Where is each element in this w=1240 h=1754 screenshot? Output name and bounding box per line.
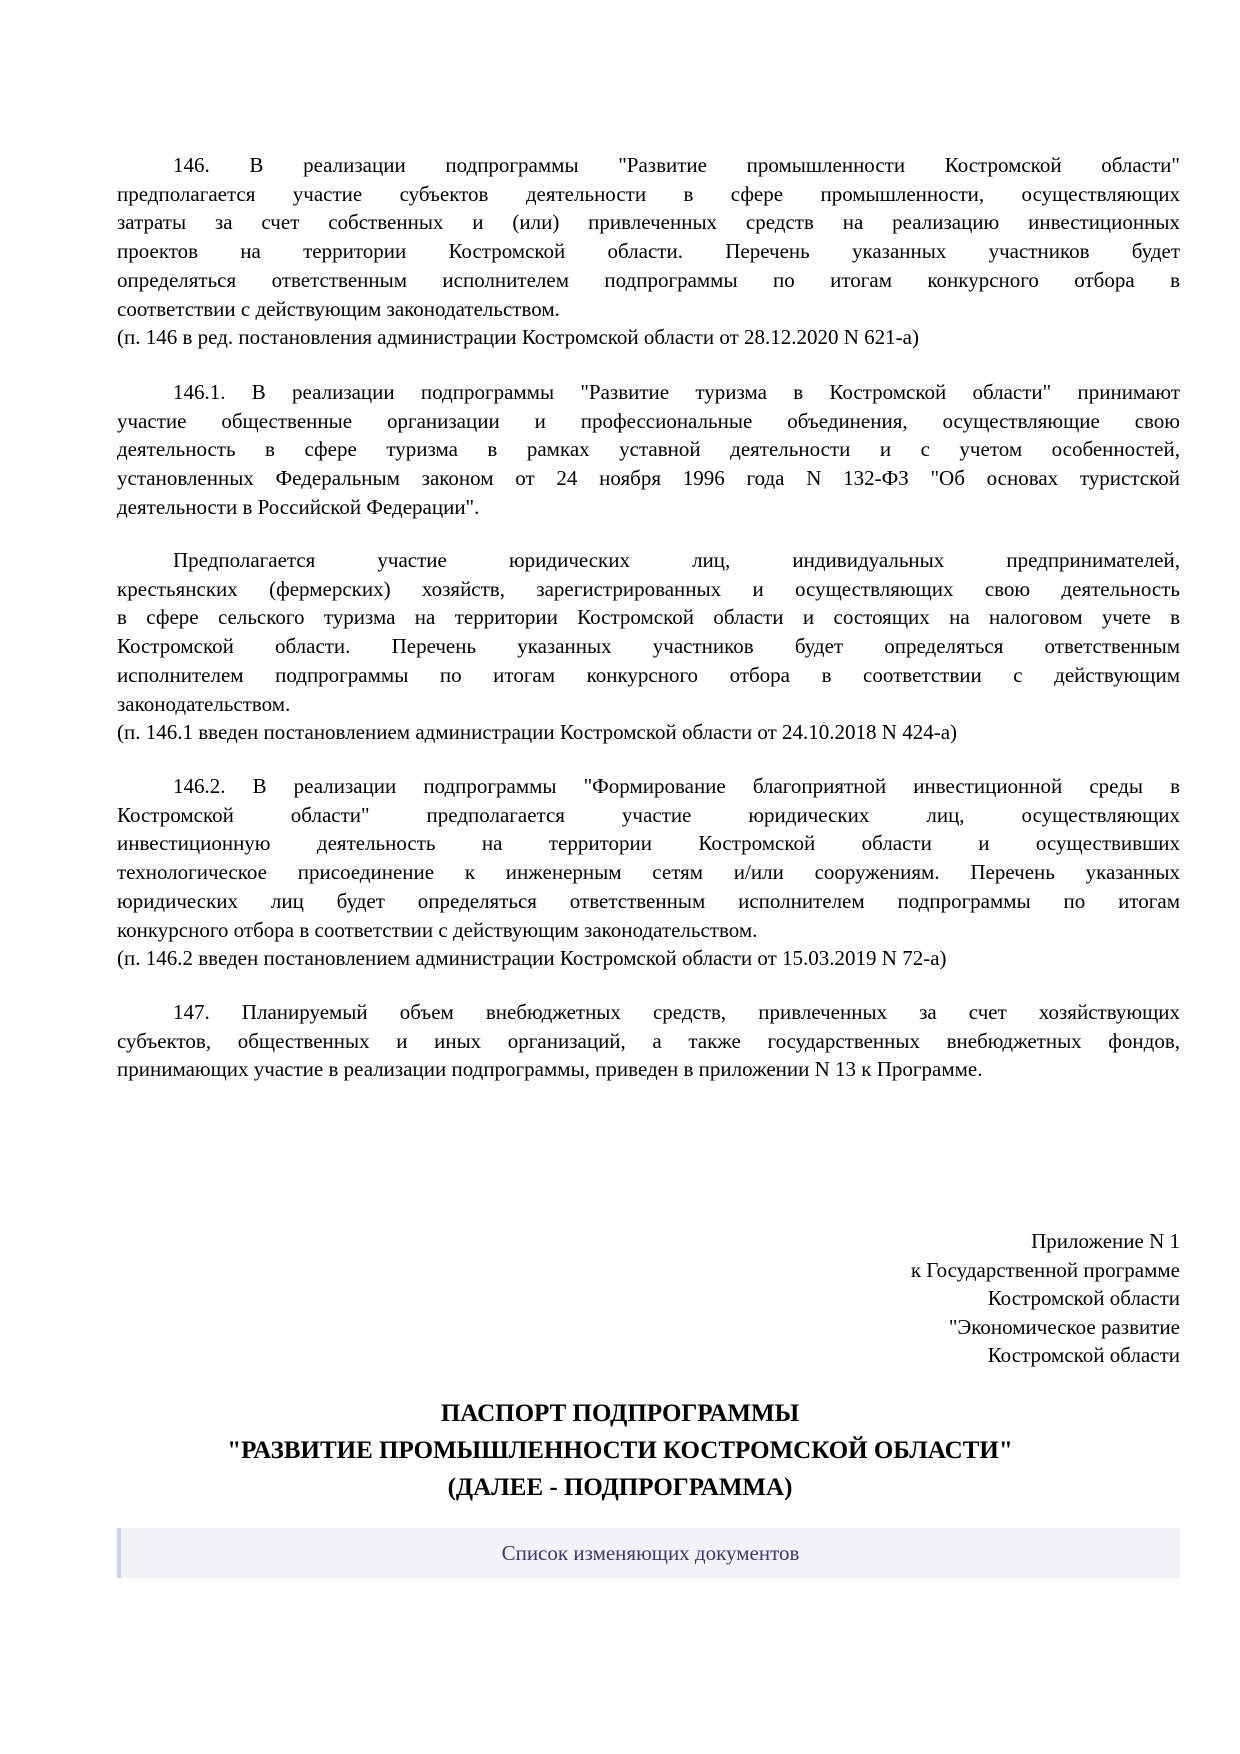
paragraph-line: технологическое присоединение к инженерным сетям и/или сооружениям. Перечень указанных (117, 860, 1180, 885)
paragraph-line: Костромской области" предполагается участие юридических лиц, осуществляющих (117, 802, 1180, 827)
paragraph-line: соответствии с действующим законодательством. (117, 296, 560, 321)
paragraph-line: принимающих участие в реализации подпрограммы, приведен в приложении N 13 к Программе. (117, 1057, 983, 1082)
paragraph-line: юридических лиц будет определяться ответственным исполнителем подпрограммы по итогам (117, 888, 1180, 913)
paragraph (117, 378, 1180, 522)
paragraph-line: определяться ответственным исполнителем подпрограммы по итогам конкурсного отбора в (117, 267, 1180, 292)
paragraph-line: Костромской области. Перечень указанных участников будет определяться ответственным (117, 634, 1180, 659)
paragraph-line: установленных Федеральным законом от 24 ноября 1996 года N 132-ФЗ "Об основах туристской (117, 466, 1180, 491)
paragraph-line: субъектов, общественных и иных организаций, а также государственных внебюджетных фондов, (117, 1028, 1180, 1053)
changing-documents-box (117, 1528, 1180, 1578)
amendment-note: (п. 146 в ред. постановления администрации Костромской области от 28.12.2020 N 621-а) (117, 325, 919, 350)
paragraph (117, 151, 1180, 352)
paragraph-line: законодательством. (117, 691, 291, 716)
title-line: "РАЗВИТИЕ ПРОМЫШЛЕННОСТИ КОСТРОМСКОЙ ОБЛАСТИ" (227, 1437, 1013, 1464)
paragraph-line: участие общественные организации и профессиональные объединения, осуществляющие свою (117, 408, 1180, 433)
paragraph (117, 772, 1180, 973)
paragraph-line: инвестиционную деятельность на территории Костромской области и осуществивших (117, 831, 1180, 856)
appendix-header (911, 1227, 1180, 1370)
appendix-line: "Экономическое развитие (948, 1314, 1180, 1339)
paragraph-line: предполагается участие субъектов деятельности в сфере промышленности, осуществляющих (117, 181, 1180, 206)
paragraph-line: деятельность в сфере туризма в рамках уставной деятельности и с учетом особенностей, (117, 437, 1180, 462)
title-line: ПАСПОРТ ПОДПРОГРАММЫ (440, 1400, 800, 1427)
appendix-line: Костромской области (987, 1343, 1180, 1367)
paragraph-line: крестьянских (фермерских) хозяйств, зарегистрированных и осуществляющих свою деятельность (117, 576, 1180, 601)
appendix-line: Костромской области (987, 1286, 1180, 1310)
amendment-note: (п. 146.1 введен постановлением администрации Костромской области от 24.10.2018 N 424-а) (117, 720, 958, 745)
appendix-line: Приложение N 1 (1031, 1229, 1180, 1253)
paragraph-line: деятельности в Российской Федерации". (117, 494, 480, 519)
paragraph (117, 998, 1180, 1084)
paragraph-line: исполнителем подпрограммы по итогам конкурсного отбора в соответствии с действующим (117, 662, 1180, 687)
paragraph-line: 146.1. В реализации подпрограммы "Развитие туризма в Костромской области" принимают (173, 380, 1180, 404)
paragraph-line: Предполагается участие юридических лиц, индивидуальных предпринимателей, (173, 548, 1180, 572)
paragraph-line: проектов на территории Костромской области. Перечень указанных участников будет (117, 239, 1180, 264)
paragraph-line: 146. В реализации подпрограммы "Развитие промышленности Костромской области" (173, 153, 1180, 177)
paragraph-line: 147. Планируемый объем внебюджетных средств, привлеченных за счет хозяйствующих (173, 1000, 1180, 1024)
paragraph-line: конкурсного отбора в соответствии с действующим законодательством. (117, 917, 758, 942)
title-line: (ДАЛЕЕ - ПОДПРОГРАММА) (447, 1474, 793, 1501)
paragraph (117, 546, 1180, 747)
paragraph-line: в сфере сельского туризма на территории Костромской области и состоящих на налоговом учете в (117, 605, 1180, 630)
passport-title (0, 1395, 1240, 1506)
amendment-note: (п. 146.2 введен постановлением администрации Костромской области от 15.03.2019 N 72-а) (117, 946, 947, 971)
paragraph-line: 146.2. В реализации подпрограммы "Формирование благоприятной инвестиционной среды в (173, 774, 1180, 798)
paragraph-line: затраты за счет собственных и (или) привлеченных средств на реализацию инвестиционных (117, 210, 1180, 235)
appendix-line: к Государственной программе (910, 1257, 1180, 1282)
changing-documents-label: Список изменяющих документов (501, 1540, 800, 1565)
